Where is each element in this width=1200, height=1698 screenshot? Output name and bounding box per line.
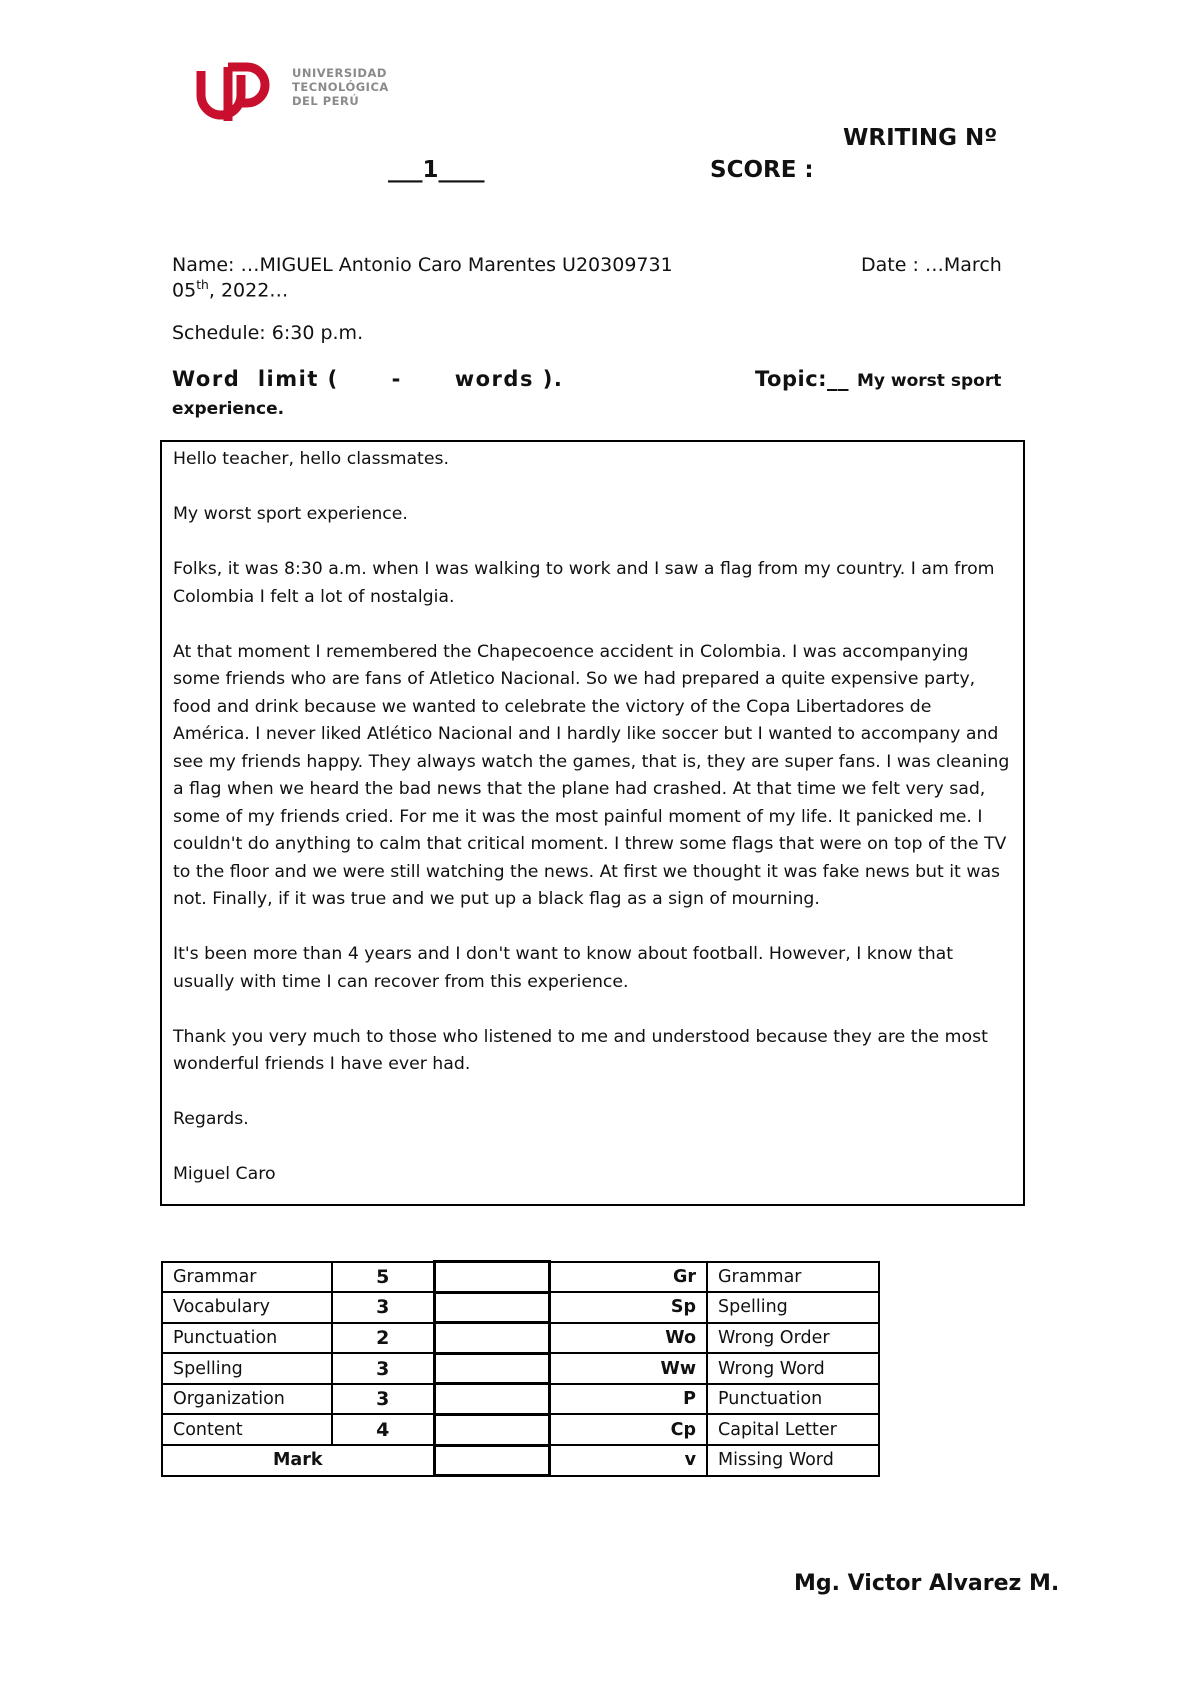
date-value: [172, 278, 288, 301]
correction-code: Cp: [549, 1414, 707, 1445]
rubric-row: [162, 1323, 879, 1354]
correction-code: v: [549, 1445, 707, 1476]
essay-paragraph: At that moment I remembered the Chapecoence accident in Colombia. I was accompanying some friends who are fans of Atletico Nacional. So we had prepared a quite expensive party, food and drink because we wanted to celebrate the victory of the Copa Libertadores de América. I never liked Atlético Nacional and I hardly like soccer but I wanted to accompany and see my friends happy. They always watch the games, that is, they are super fans. I was cleaning a flag when we heard the bad news that the plane had crashed. At that time we felt very sad, some of my friends cried. For me it was the most painful moment of my life. It panicked me. I couldn't do anything to calm that critical moment. I threw some flags that were on top of the TV to the floor and we were still watching the news. At first we thought it was fake news but it was not. Finally, if it was true and we put up a black flag as a sign of mourning.: [173, 641, 1010, 909]
essay-paragraph: Miguel Caro: [173, 1164, 276, 1184]
correction-code: P: [549, 1384, 707, 1415]
essay-paragraph: Hello teacher, hello classmates.: [173, 449, 449, 469]
rubric-mark-row: [162, 1445, 879, 1476]
schedule: Schedule: 6:30 p.m.: [172, 322, 364, 344]
score-label: SCORE :: [710, 157, 814, 183]
criterion-points: 3: [332, 1384, 434, 1415]
logo-text-line: TECNOLÓGICA: [292, 80, 389, 94]
criterion: Grammar: [162, 1262, 332, 1293]
essay-paragraph: It's been more than 4 years and I don't want to know about football. However, I know that usually with time I can recover from this experience.: [173, 944, 954, 992]
correction-meaning: Wrong Order: [707, 1323, 879, 1354]
logo-text: [292, 66, 389, 108]
mark-cell: [434, 1445, 549, 1476]
correction-code: Gr: [549, 1262, 707, 1293]
correction-code: Wo: [549, 1323, 707, 1354]
writing-title: WRITING Nº: [843, 125, 998, 151]
score-cell: [434, 1292, 549, 1323]
rubric-row: [162, 1292, 879, 1323]
word-limit: Word limit ( - words ).: [172, 367, 564, 391]
mark-label: Mark: [162, 1445, 434, 1476]
criterion: Punctuation: [162, 1323, 332, 1354]
rubric-row: [162, 1384, 879, 1415]
correction-code: Sp: [549, 1292, 707, 1323]
criterion: Spelling: [162, 1353, 332, 1384]
rubric-row: [162, 1353, 879, 1384]
criterion-points: 5: [332, 1262, 434, 1293]
criterion-points: 3: [332, 1292, 434, 1323]
date-suffix: th: [196, 278, 209, 292]
correction-meaning: Capital Letter: [707, 1414, 879, 1445]
criterion: Content: [162, 1414, 332, 1445]
rubric-table: [161, 1260, 880, 1477]
topic-value: My worst sport: [857, 371, 1002, 391]
correction-meaning: Spelling: [707, 1292, 879, 1323]
criterion-points: 2: [332, 1323, 434, 1354]
date-label: Date : …March: [861, 254, 1002, 276]
correction-meaning: Missing Word: [707, 1445, 879, 1476]
essay-paragraph: Folks, it was 8:30 a.m. when I was walking to work and I saw a flag from my country. I am from Colombia I felt a lot of nostalgia.: [173, 559, 995, 607]
essay-box: [160, 440, 1025, 1206]
logo-text-line: DEL PERÚ: [292, 94, 360, 108]
score-cell: [434, 1384, 549, 1415]
criterion: Organization: [162, 1384, 332, 1415]
essay-paragraph: Regards.: [173, 1109, 249, 1129]
criterion-points: 4: [332, 1414, 434, 1445]
student-name: Name: …MIGUEL Antonio Caro Marentes U20309731: [172, 254, 673, 276]
criterion-points: 3: [332, 1353, 434, 1384]
score-cell: [434, 1323, 549, 1354]
topic-label: Topic:__: [755, 367, 850, 391]
score-cell: [434, 1262, 549, 1293]
correction-code: Ww: [549, 1353, 707, 1384]
correction-meaning: Punctuation: [707, 1384, 879, 1415]
writing-number: ___1____: [388, 157, 485, 183]
essay-paragraph: My worst sport experience.: [173, 504, 408, 524]
correction-meaning: Grammar: [707, 1262, 879, 1293]
criterion: Vocabulary: [162, 1292, 332, 1323]
topic-value-continued: experience.: [172, 399, 285, 419]
rubric-row: [162, 1262, 879, 1293]
teacher-signature: Mg. Victor Alvarez M.: [794, 1571, 1060, 1596]
correction-meaning: Wrong Word: [707, 1353, 879, 1384]
rubric-row: [162, 1414, 879, 1445]
score-cell: [434, 1414, 549, 1445]
logo-text-line: UNIVERSIDAD: [292, 66, 387, 80]
score-cell: [434, 1353, 549, 1384]
date-year: , 2022…: [208, 279, 289, 302]
date-day: 05: [172, 279, 197, 302]
essay-paragraph: Thank you very much to those who listened to me and understood because they are the most wonderful friends I have ever had.: [173, 1026, 988, 1074]
